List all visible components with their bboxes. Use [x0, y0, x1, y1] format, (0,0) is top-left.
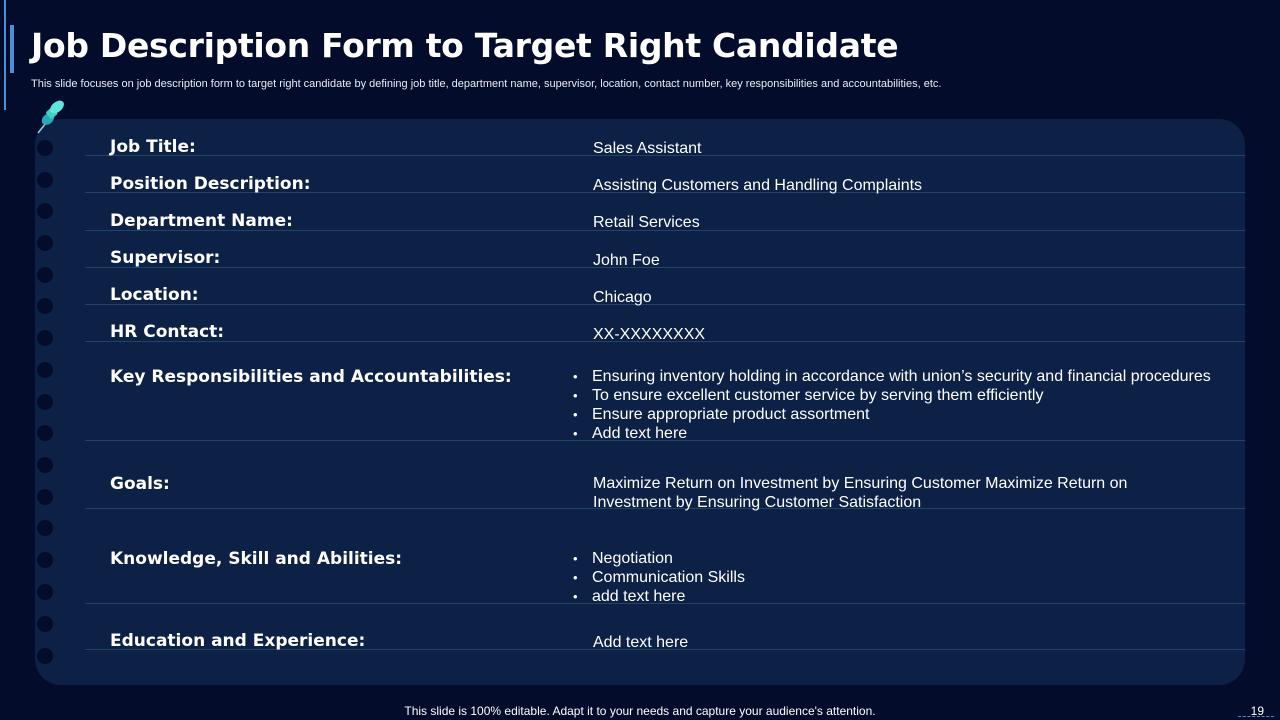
binding-ring [37, 140, 53, 156]
label-key-responsibilities: Key Responsibilities and Accountabilities: [110, 367, 512, 387]
list-item: • add text here [572, 587, 745, 606]
binding-ring [37, 203, 53, 219]
binding-ring [37, 552, 53, 568]
label-education-experience: Education and Experience: [110, 631, 366, 651]
list-item: • Communication Skills [572, 568, 745, 587]
row-divider [85, 267, 1245, 268]
binding-ring [37, 425, 53, 441]
page-number-underline [1238, 716, 1274, 717]
value-department-name: Retail Services [593, 214, 700, 231]
value-goals: Maximize Return on Investment by Ensuring Customer Maximize Return on Investment by Ensuring Customer Satisfaction [593, 475, 1128, 511]
label-supervisor: Supervisor: [110, 248, 221, 268]
list-item: • Negotiation [572, 549, 745, 568]
label-position-description: Position Description: [110, 174, 311, 194]
binding-ring [37, 298, 53, 314]
binding-ring [37, 362, 53, 378]
value-education-experience: Add text here [593, 634, 689, 651]
binding-ring [37, 648, 53, 664]
value-location: Chicago [593, 289, 652, 306]
label-hr-contact: HR Contact: [110, 322, 225, 342]
binding-ring [37, 394, 53, 410]
binding-ring [37, 172, 53, 188]
knowledge-skills-list [572, 549, 745, 606]
value-position-description: Assisting Customers and Handling Complaints [593, 177, 923, 194]
value-job-title: Sales Assistant [593, 140, 702, 157]
value-hr-contact: XX-XXXXXXXX [593, 326, 706, 343]
list-item: • Ensuring inventory holding in accordance with union’s security and financial procedures [572, 367, 1211, 386]
binding-ring [37, 330, 53, 346]
value-supervisor: John Foe [593, 252, 660, 269]
page-subtitle: This slide focuses on job description form to target right candidate by defining job title, department name, supervisor, location, contact number, key responsibilities and accountabilities, etc. [31, 78, 942, 90]
accent-bar-thin [4, 0, 6, 110]
binding-ring [37, 489, 53, 505]
title-accent-bar [10, 25, 14, 73]
binding-ring [37, 457, 53, 473]
label-goals: Goals: [110, 474, 170, 494]
binding-ring [37, 616, 53, 632]
page-number: 19 [1250, 704, 1264, 718]
binding-ring [37, 584, 53, 600]
list-item: • To ensure excellent customer service by serving them efficiently [572, 386, 1211, 405]
pushpin-icon [34, 99, 68, 137]
label-department-name: Department Name: [110, 211, 293, 231]
binding-ring [37, 520, 53, 536]
key-responsibilities-list [572, 367, 1211, 443]
label-knowledge-skills: Knowledge, Skill and Abilities: [110, 549, 403, 569]
row-divider [85, 304, 1245, 305]
binding-ring [37, 267, 53, 283]
list-item: • Add text here [572, 424, 1211, 443]
label-job-title: Job Title: [110, 137, 196, 157]
page-title: Job Description Form to Target Right Candidate [31, 26, 899, 65]
binding-ring [37, 235, 53, 251]
footer-note: This slide is 100% editable. Adapt it to your needs and capture your audience's attention. [404, 704, 876, 718]
list-item: • Ensure appropriate product assortment [572, 405, 1211, 424]
label-location: Location: [110, 285, 199, 305]
